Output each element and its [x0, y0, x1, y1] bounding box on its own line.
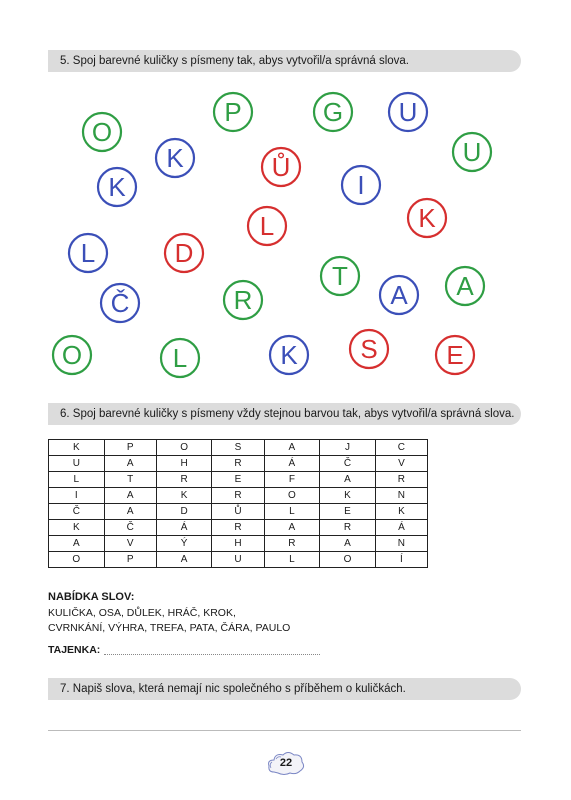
ball-letter: U: [462, 137, 482, 167]
grid-cell[interactable]: A: [49, 536, 105, 552]
grid-cell[interactable]: Á: [264, 456, 320, 472]
grid-cell[interactable]: V: [104, 536, 156, 552]
grid-cell[interactable]: R: [375, 472, 427, 488]
grid-cell[interactable]: A: [264, 440, 320, 456]
grid-cell[interactable]: Č: [49, 504, 105, 520]
grid-cell[interactable]: L: [49, 472, 105, 488]
grid-cell[interactable]: L: [264, 552, 320, 568]
ball-letter: L: [172, 343, 188, 373]
ball-letter: E: [446, 340, 464, 370]
task-7-header: [48, 678, 521, 700]
letter-ball[interactable]: [161, 339, 199, 377]
grid-cell[interactable]: A: [104, 488, 156, 504]
grid-cell[interactable]: Č: [104, 520, 156, 536]
letter-ball[interactable]: [380, 276, 418, 314]
grid-cell[interactable]: D: [156, 504, 212, 520]
ball-letter: A: [456, 271, 474, 301]
grid-cell[interactable]: Ů: [212, 504, 264, 520]
letter-ball[interactable]: [262, 148, 300, 186]
grid-cell[interactable]: O: [49, 552, 105, 568]
letter-ball[interactable]: [270, 336, 308, 374]
letter-ball[interactable]: [224, 281, 262, 319]
grid-cell[interactable]: O: [264, 488, 320, 504]
ball-letter: P: [224, 97, 242, 127]
grid-cell[interactable]: A: [104, 504, 156, 520]
grid-cell[interactable]: A: [320, 536, 376, 552]
grid-row: [49, 520, 428, 536]
grid-cell[interactable]: L: [264, 504, 320, 520]
grid-cell[interactable]: S: [212, 440, 264, 456]
ball-letter: L: [259, 211, 275, 241]
letter-ball[interactable]: [156, 139, 194, 177]
word-offer-title: NABÍDKA SLOV:: [48, 591, 135, 603]
grid-row: [49, 536, 428, 552]
letter-ball[interactable]: [350, 330, 388, 368]
ball-letter: K: [418, 203, 436, 233]
word-offer-line-2: CVRNKÁNÍ, VÝHRA, TREFA, PATA, ČÁRA, PAULO: [48, 622, 291, 634]
ball-letter: G: [322, 97, 344, 127]
grid-cell[interactable]: J: [320, 440, 376, 456]
ball-letter: R: [233, 285, 253, 315]
grid-cell[interactable]: O: [156, 440, 212, 456]
letter-ball[interactable]: [436, 336, 474, 374]
grid-cell[interactable]: K: [49, 440, 105, 456]
grid-cell[interactable]: I: [49, 488, 105, 504]
ball-letter: Č: [110, 288, 130, 318]
task-7-text: 7. Napiš slova, která nemají nic společného s příběhem o kuličkách.: [60, 683, 406, 695]
letter-ball[interactable]: [165, 234, 203, 272]
grid-row: [49, 488, 428, 504]
grid-row: [49, 504, 428, 520]
ball-letter: I: [357, 170, 365, 200]
grid-cell[interactable]: O: [320, 552, 376, 568]
ball-letter: A: [390, 280, 408, 310]
grid-row: [49, 440, 428, 456]
grid-row: [49, 552, 428, 568]
grid-cell[interactable]: H: [212, 536, 264, 552]
ball-letter: O: [91, 117, 113, 147]
grid-cell[interactable]: A: [320, 472, 376, 488]
grid-cell[interactable]: Ý: [156, 536, 212, 552]
grid-cell[interactable]: Á: [375, 520, 427, 536]
grid-cell[interactable]: K: [156, 488, 212, 504]
grid-cell[interactable]: A: [264, 520, 320, 536]
grid-cell[interactable]: T: [104, 472, 156, 488]
letter-ball[interactable]: [342, 166, 380, 204]
ball-letter: T: [332, 261, 348, 291]
task-6-header: [48, 403, 521, 425]
ball-letter: K: [166, 143, 184, 173]
ball-letter: Ů: [271, 152, 291, 182]
letter-ball[interactable]: [101, 284, 139, 322]
task-5-text: 5. Spoj barevné kuličky s písmeny tak, abys vytvořil/a správná slova.: [60, 55, 409, 67]
tajenka-answer-line[interactable]: [104, 654, 320, 655]
grid-cell[interactable]: A: [156, 552, 212, 568]
letter-ball[interactable]: [248, 207, 286, 245]
grid-cell[interactable]: F: [264, 472, 320, 488]
word-offer-line-1: KULIČKA, OSA, DŮLEK, HRÁČ, KROK,: [48, 607, 236, 619]
grid-cell[interactable]: P: [104, 440, 156, 456]
grid-cell[interactable]: C: [375, 440, 427, 456]
ball-letter: U: [398, 97, 418, 127]
letter-ball[interactable]: [446, 267, 484, 305]
grid-cell[interactable]: Á: [156, 520, 212, 536]
ball-letter: K: [108, 172, 126, 202]
grid-row: [49, 472, 428, 488]
ball-letter: D: [174, 238, 194, 268]
grid-cell[interactable]: R: [264, 536, 320, 552]
grid-cell[interactable]: R: [320, 520, 376, 536]
grid-cell[interactable]: N: [375, 488, 427, 504]
letter-ball[interactable]: [98, 168, 136, 206]
letter-grid: [48, 439, 428, 568]
grid-cell[interactable]: R: [212, 520, 264, 536]
letter-ball[interactable]: [408, 199, 446, 237]
grid-cell[interactable]: R: [212, 456, 264, 472]
ball-letter: L: [80, 238, 96, 268]
grid-cell[interactable]: P: [104, 552, 156, 568]
grid-row: [49, 456, 428, 472]
ball-letter: K: [280, 340, 298, 370]
letter-ball[interactable]: [389, 93, 427, 131]
grid-cell[interactable]: E: [320, 504, 376, 520]
letter-ball[interactable]: [314, 93, 352, 131]
letter-ball[interactable]: [69, 234, 107, 272]
tajenka-label: TAJENKA:: [48, 644, 101, 656]
grid-cell[interactable]: K: [375, 504, 427, 520]
letter-ball[interactable]: [83, 113, 121, 151]
letter-ball[interactable]: [321, 257, 359, 295]
grid-cell[interactable]: K: [320, 488, 376, 504]
grid-cell[interactable]: V: [375, 456, 427, 472]
grid-cell[interactable]: K: [49, 520, 105, 536]
letter-ball[interactable]: [453, 133, 491, 171]
ball-letter: O: [61, 340, 83, 370]
grid-cell[interactable]: Č: [320, 456, 376, 472]
grid-cell[interactable]: U: [212, 552, 264, 568]
grid-cell[interactable]: R: [156, 472, 212, 488]
grid-cell[interactable]: N: [375, 536, 427, 552]
grid-cell[interactable]: A: [104, 456, 156, 472]
grid-cell[interactable]: U: [49, 456, 105, 472]
grid-cell[interactable]: E: [212, 472, 264, 488]
page-number: 22: [279, 757, 293, 769]
answer-line[interactable]: [48, 730, 521, 731]
letter-ball[interactable]: [53, 336, 91, 374]
letter-ball[interactable]: [214, 93, 252, 131]
grid-cell[interactable]: Í: [375, 552, 427, 568]
grid-cell[interactable]: R: [212, 488, 264, 504]
task-6-text: 6. Spoj barevné kuličky s písmeny vždy stejnou barvou tak, abys vytvořil/a správná slova.: [60, 408, 515, 420]
ball-letter: S: [360, 334, 378, 364]
grid-cell[interactable]: H: [156, 456, 212, 472]
